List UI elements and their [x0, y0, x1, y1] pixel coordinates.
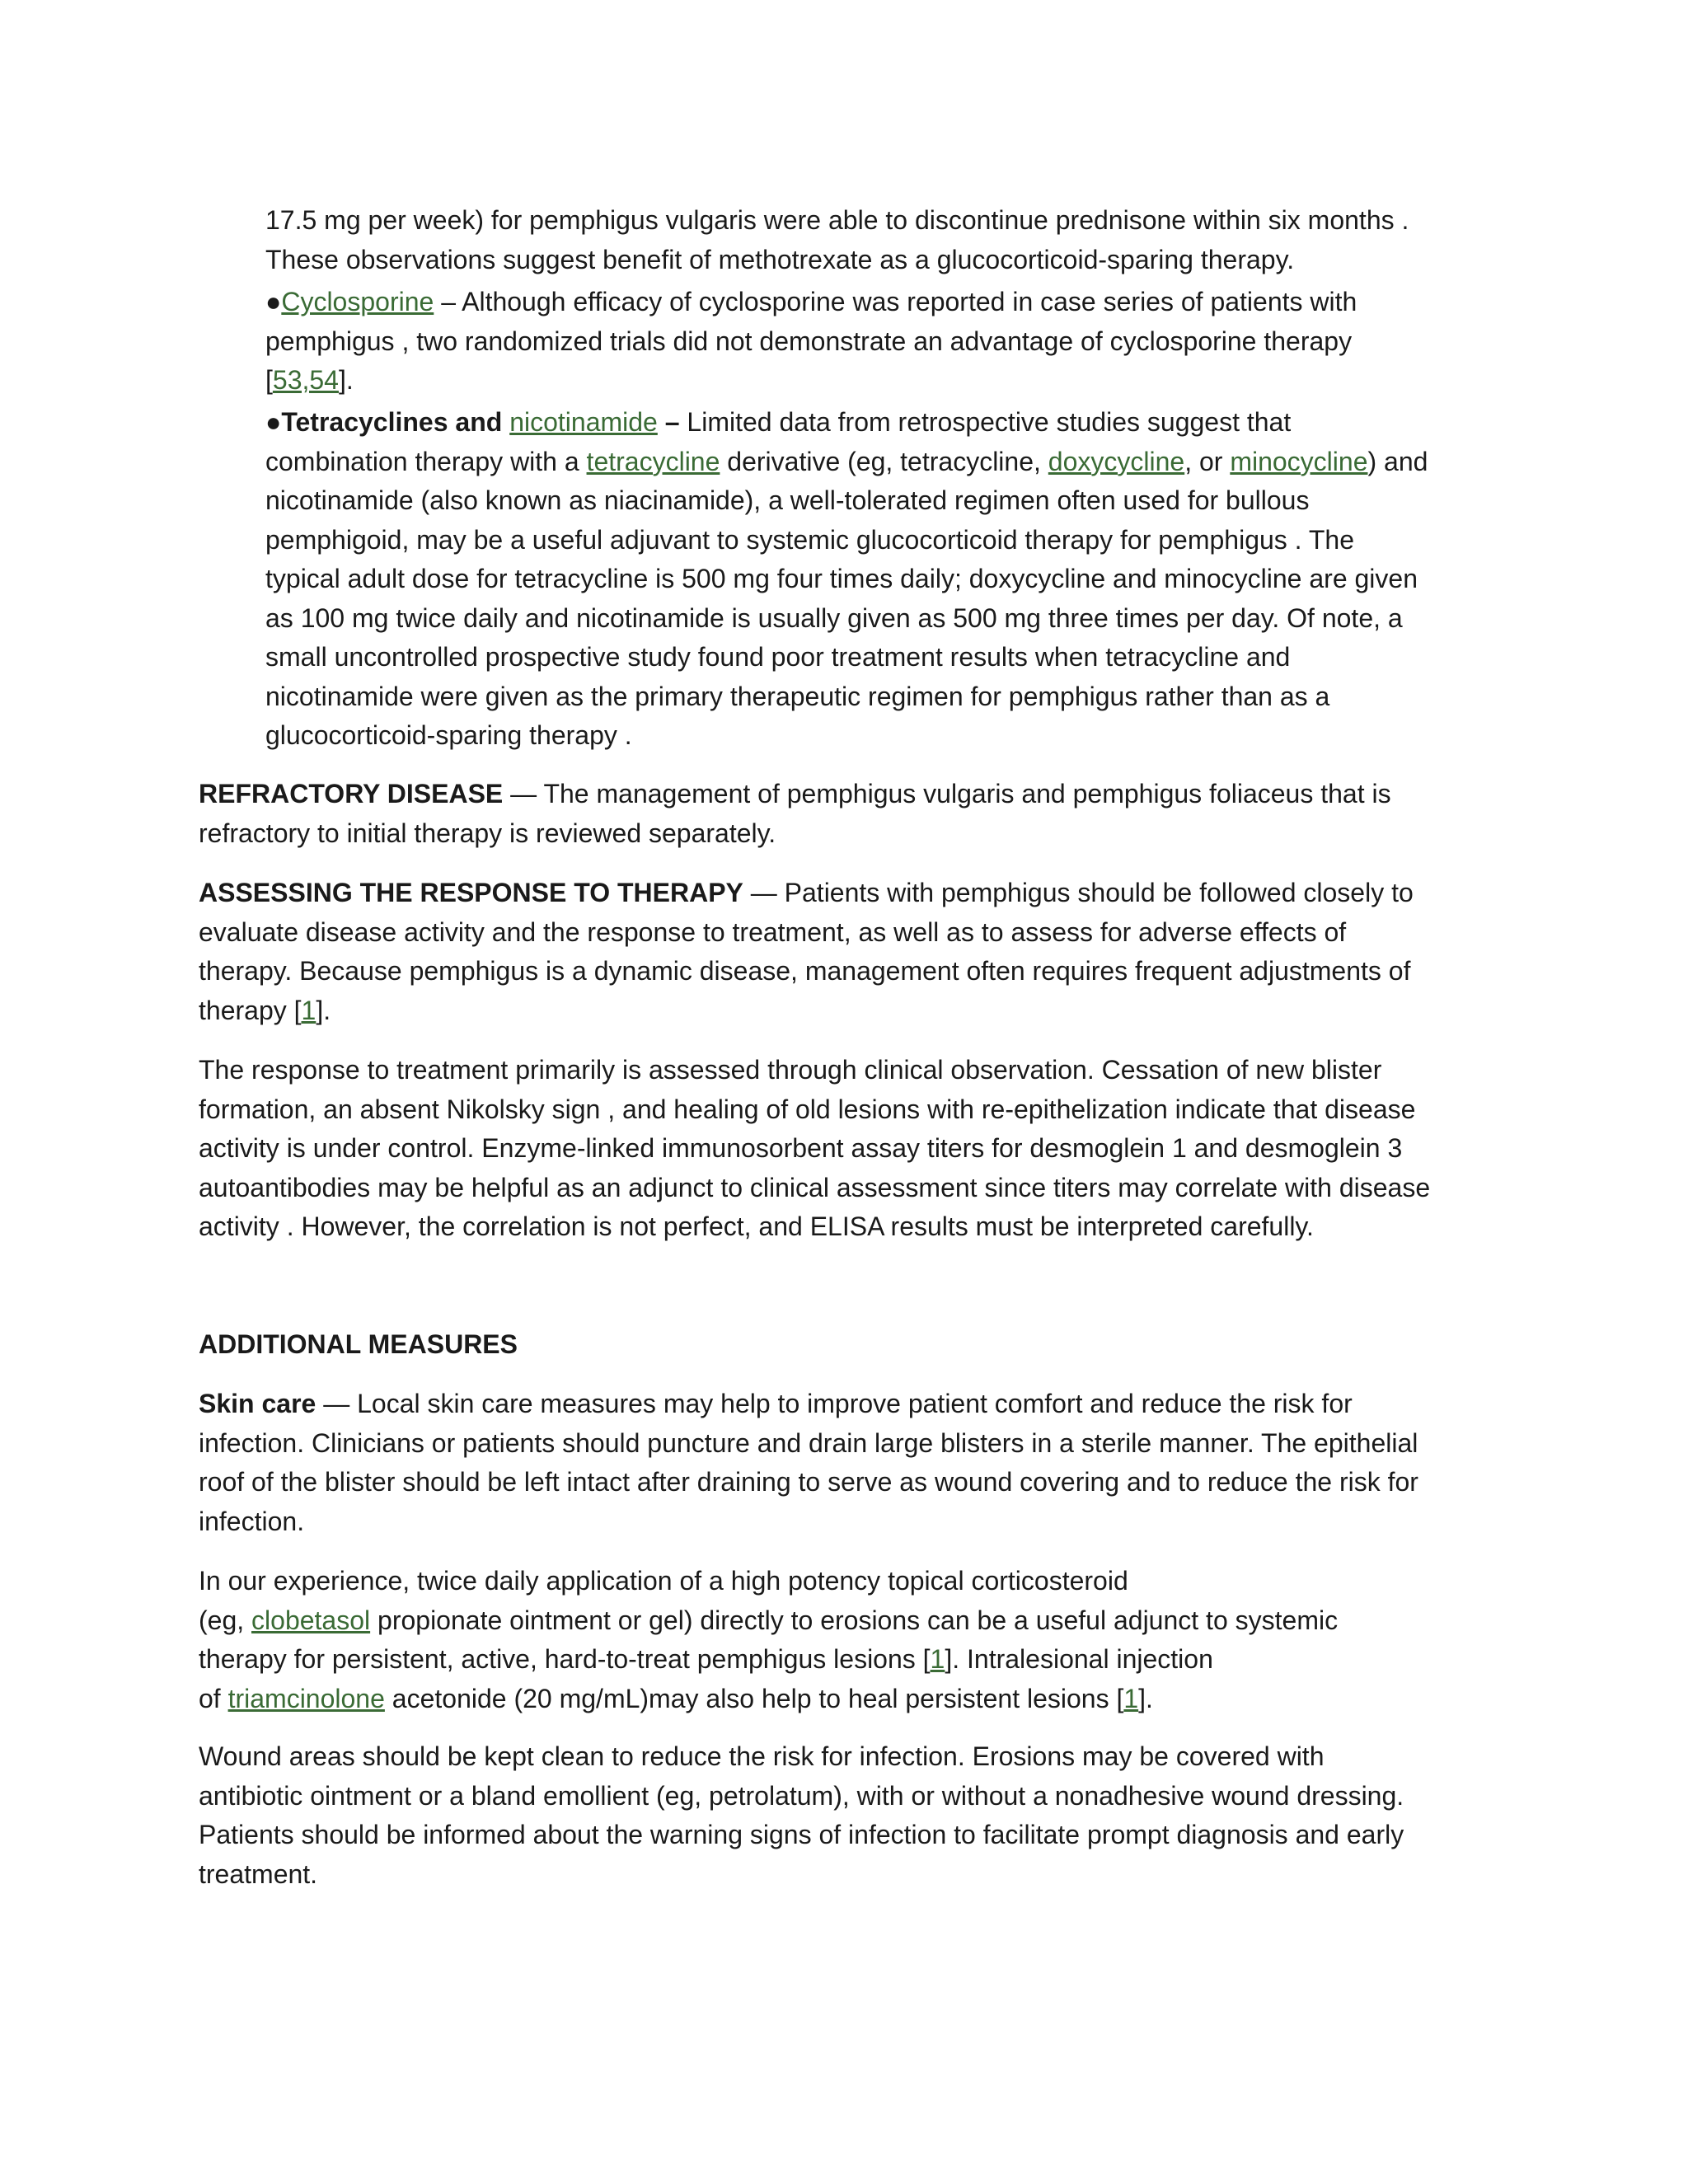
text-line: therapy. Because pemphigus is a dynamic disease, management often requires frequent adjustments of — [199, 956, 1411, 986]
text-line: – Although efficacy of cyclosporine was reported in case series of patients with — [434, 287, 1357, 316]
additional-measures-heading — [199, 1325, 1493, 1365]
text-run: ]. Intralesional injection — [945, 1644, 1213, 1674]
dash: – — [657, 407, 680, 437]
text-run: therapy [ — [199, 995, 302, 1025]
cyclosporine-bullet — [265, 283, 1492, 401]
text-run: ) and — [1367, 446, 1428, 476]
text-line: formation, an absent Nikolsky sign , and healing of old lesions with re-epithelization indicate that disease — [199, 1094, 1416, 1124]
text-line: These observations suggest benefit of methotrexate as a glucocorticoid-sparing therapy. — [265, 244, 1295, 274]
bullet-icon: ● — [265, 407, 282, 437]
text-line: Patients should be informed about the warning signs of infection to facilitate prompt diagnosis and early — [199, 1820, 1404, 1849]
ref-bracket: [ — [265, 365, 273, 395]
minocycline-link[interactable]: minocycline — [1230, 446, 1368, 476]
text-line: autoantibodies may be helpful as an adjunct to clinical assessment since titers may correlate with disease — [199, 1172, 1431, 1202]
text-line: pemphigus , two randomized trials did not demonstrate an advantage of cyclosporine therapy — [265, 326, 1353, 356]
subsection-heading: Skin care — [199, 1389, 316, 1418]
text-line: — Local skin care measures may help to improve patient comfort and reduce the risk for — [316, 1389, 1353, 1418]
section-heading: ADDITIONAL MEASURES — [199, 1329, 518, 1359]
text-line: glucocorticoid-sparing therapy . — [265, 720, 632, 750]
text-line: small uncontrolled prospective study found poor treatment results when tetracycline and — [265, 642, 1291, 672]
section-heading: ASSESSING THE RESPONSE TO THERAPY — [199, 878, 743, 907]
cyclosporine-link[interactable]: Cyclosporine — [281, 287, 434, 316]
text-run: , or — [1184, 446, 1231, 476]
response-paragraph — [199, 1051, 1493, 1247]
text-line: infection. — [199, 1506, 305, 1536]
text-line: infection. Clinicians or patients should puncture and drain large blisters in a sterile manner. The epithelial — [199, 1427, 1418, 1458]
ref-bracket: ]. — [338, 365, 354, 395]
text-run: combination therapy with a — [265, 446, 587, 476]
skin-care-section — [199, 1385, 1493, 1541]
text-line: roof of the blister should be left intact after draining to serve as wound covering and to reduce the risk for — [199, 1467, 1418, 1497]
bullet-icon: ● — [265, 287, 282, 316]
experience-paragraph — [199, 1562, 1493, 1718]
section-heading: REFRACTORY DISEASE — [199, 779, 504, 808]
reference-link-1[interactable]: 1 — [1123, 1683, 1139, 1713]
reference-link-53-54[interactable]: 53,54 — [272, 365, 339, 395]
tetracycline-link[interactable]: tetracycline — [586, 446, 720, 476]
text-line: Wound areas should be kept clean to reduce the risk for infection. Erosions may be covered with — [199, 1741, 1325, 1771]
text-run: propionate ointment or gel) directly to erosions can be a useful adjunct to systemic — [370, 1605, 1339, 1635]
text-run: derivative (eg, tetracycline, — [720, 446, 1048, 476]
text-line: 17.5 mg per week) for pemphigus vulgaris were able to discontinue prednisone within six months . — [265, 205, 1409, 235]
text-line: nicotinamide (also known as niacinamide), a well-tolerated regimen often used for bullous — [265, 485, 1310, 515]
text-line: refractory to initial therapy is reviewed separately. — [199, 818, 776, 848]
text-line: The response to treatment primarily is assessed through clinical observation. Cessation of new blister — [199, 1055, 1382, 1085]
text-run: acetonide (20 mg/mL)may also help to heal persistent lesions [ — [384, 1683, 1124, 1713]
bullet-heading: Tetracyclines and — [281, 407, 503, 437]
doxycycline-link[interactable]: doxycycline — [1048, 446, 1185, 476]
text-run: of — [199, 1683, 228, 1713]
clobetasol-link[interactable]: clobetasol — [251, 1605, 371, 1635]
refractory-disease-section — [199, 775, 1493, 853]
text-run: therapy for persistent, active, hard-to-treat pemphigus lesions [ — [199, 1644, 931, 1674]
nicotinamide-link[interactable]: nicotinamide — [509, 407, 658, 437]
text-line: pemphigoid, may be a useful adjuvant to systemic glucocorticoid therapy for pemphigus . The — [265, 524, 1355, 555]
text-line: nicotinamide were given as the primary therapeutic regimen for pemphigus rather than as a — [265, 681, 1330, 711]
methotrexate-paragraph — [265, 201, 1492, 279]
text-line: In our experience, twice daily application of a high potency topical corticosteroid — [199, 1566, 1128, 1596]
text-line: Limited data from retrospective studies suggest that — [679, 407, 1292, 437]
text-line: activity is under control. Enzyme-linked immunosorbent assay titers for desmoglein 1 and desmoglein 3 — [199, 1133, 1403, 1163]
text-line: treatment. — [199, 1858, 318, 1889]
triamcinolone-link[interactable]: triamcinolone — [227, 1683, 385, 1713]
text-line: — Patients with pemphigus should be followed closely to — [743, 878, 1414, 907]
text-line: typical adult dose for tetracycline is 500 mg four times daily; doxycycline and minocycline are given — [265, 564, 1418, 593]
assessing-response-section — [199, 874, 1493, 1030]
wound-care-paragraph — [199, 1737, 1493, 1894]
text-line: activity . However, the correlation is not perfect, and ELISA results must be interpreted carefully. — [199, 1212, 1314, 1241]
text-line: as 100 mg twice daily and nicotinamide is usually given as 500 mg three times per day. Of note, a — [265, 602, 1403, 633]
reference-link-1[interactable]: 1 — [930, 1644, 945, 1674]
text-line: evaluate disease activity and the response to treatment, as well as to assess for adverse effects of — [199, 916, 1347, 947]
text-line: — The management of pemphigus vulgaris and pemphigus foliaceus that is — [503, 779, 1391, 808]
text-run: (eg, — [199, 1605, 252, 1635]
text-run: ]. — [1138, 1683, 1153, 1713]
text-line: antibiotic ointment or a bland emollient (eg, petrolatum), with or without a nonadhesive wound dressing. — [199, 1780, 1404, 1811]
tetracyclines-bullet — [265, 403, 1492, 756]
reference-link-1[interactable]: 1 — [301, 995, 316, 1025]
text-run: ]. — [316, 995, 331, 1025]
